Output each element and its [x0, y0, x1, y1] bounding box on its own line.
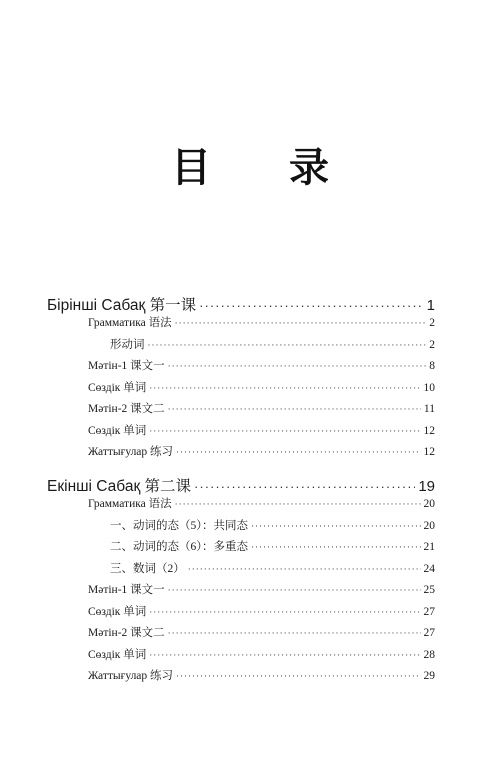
toc-entry-label: Мәтін-1 课文一	[88, 360, 165, 372]
toc-entry-page-number: 2	[429, 338, 435, 351]
dot-leader	[188, 564, 421, 574]
toc-entry[interactable]	[110, 336, 435, 352]
toc-entry-label: Екінші Сабақ 第二课	[47, 478, 192, 495]
dot-leader	[176, 671, 420, 681]
toc-entry[interactable]	[88, 357, 435, 373]
toc-entry-label: 三、数词（2）	[110, 562, 185, 575]
toc-entry-page-number: 12	[423, 446, 435, 458]
toc-entry[interactable]	[88, 495, 435, 511]
toc-entry[interactable]	[110, 538, 435, 554]
dot-leader	[175, 318, 427, 328]
lesson-entry[interactable]	[47, 293, 435, 315]
toc-entry[interactable]	[88, 422, 435, 438]
toc-entry-page-number: 20	[423, 519, 435, 532]
dot-leader	[251, 542, 421, 552]
toc-entry-label: 二、动词的态（6）：多重态	[110, 541, 248, 553]
toc-entry-label: Сөздік 单词	[88, 648, 147, 661]
toc-entry[interactable]	[88, 314, 435, 330]
dot-leader	[149, 383, 420, 393]
toc-entry-page-number: 25	[423, 584, 435, 596]
toc-entry-label: Мәтін-2 课文二	[88, 403, 165, 415]
toc-entry[interactable]	[88, 400, 435, 416]
dot-leader	[149, 426, 420, 436]
toc-entry-label: Жаттығулар 练习	[88, 446, 174, 458]
toc-entry-page-number: 12	[423, 424, 435, 437]
toc-entry-page-number: 10	[423, 381, 435, 394]
dot-leader	[199, 298, 424, 313]
dot-leader	[168, 628, 421, 638]
toc-entry[interactable]	[110, 560, 435, 576]
toc-entry-page-number: 27	[423, 605, 435, 618]
toc-entry-page-number: 2	[429, 317, 435, 329]
toc-entry-page-number: 11	[423, 403, 435, 415]
toc-entry-page-number: 24	[423, 562, 435, 575]
toc-entry-label: Мәтін-2 课文二	[88, 627, 165, 639]
toc-entry-page-number: 29	[423, 670, 435, 682]
toc-entry-page-number: 19	[418, 478, 435, 495]
dot-leader	[176, 447, 420, 457]
toc-entry[interactable]	[88, 443, 435, 459]
dot-leader	[168, 404, 421, 414]
toc-entry-label: Жаттығулар 练习	[88, 670, 174, 682]
dot-leader	[194, 479, 415, 494]
toc-entry-page-number: 8	[429, 360, 435, 372]
toc-entry[interactable]	[88, 379, 435, 395]
toc-entry-label: 一、动词的态（5）：共同态	[110, 519, 248, 532]
dot-leader	[168, 361, 427, 371]
dot-leader	[149, 650, 420, 660]
toc-entry[interactable]	[88, 624, 435, 640]
toc-entry-label: Грамматика 语法	[88, 498, 172, 510]
toc-entry-label: 形动词	[110, 338, 145, 351]
toc-entry-label: Грамматика 语法	[88, 317, 172, 329]
dot-leader	[251, 521, 421, 531]
toc-entry-page-number: 20	[423, 498, 435, 510]
toc-entry[interactable]	[110, 517, 435, 533]
toc-entry[interactable]	[88, 667, 435, 683]
toc-entry-page-number: 21	[423, 541, 435, 553]
lesson-entry[interactable]	[47, 474, 435, 496]
toc-entry[interactable]	[88, 581, 435, 597]
dot-leader	[168, 585, 421, 595]
toc-entry-label: Мәтін-1 课文一	[88, 584, 165, 596]
toc-entry-label: Сөздік 单词	[88, 381, 147, 394]
toc-entry[interactable]	[88, 646, 435, 662]
toc-entry-page-number: 1	[426, 297, 435, 314]
dot-leader	[175, 499, 421, 509]
toc-entry[interactable]	[88, 603, 435, 619]
dot-leader	[148, 340, 427, 350]
toc-entry-page-number: 28	[423, 648, 435, 661]
dot-leader	[149, 607, 420, 617]
page-title: 目 录	[171, 145, 361, 191]
toc-entry-label: Бірінші Сабақ 第一课	[47, 297, 197, 314]
toc-entry-label: Сөздік 单词	[88, 605, 147, 618]
toc-entry-page-number: 27	[423, 627, 435, 639]
toc-entry-label: Сөздік 单词	[88, 424, 147, 437]
